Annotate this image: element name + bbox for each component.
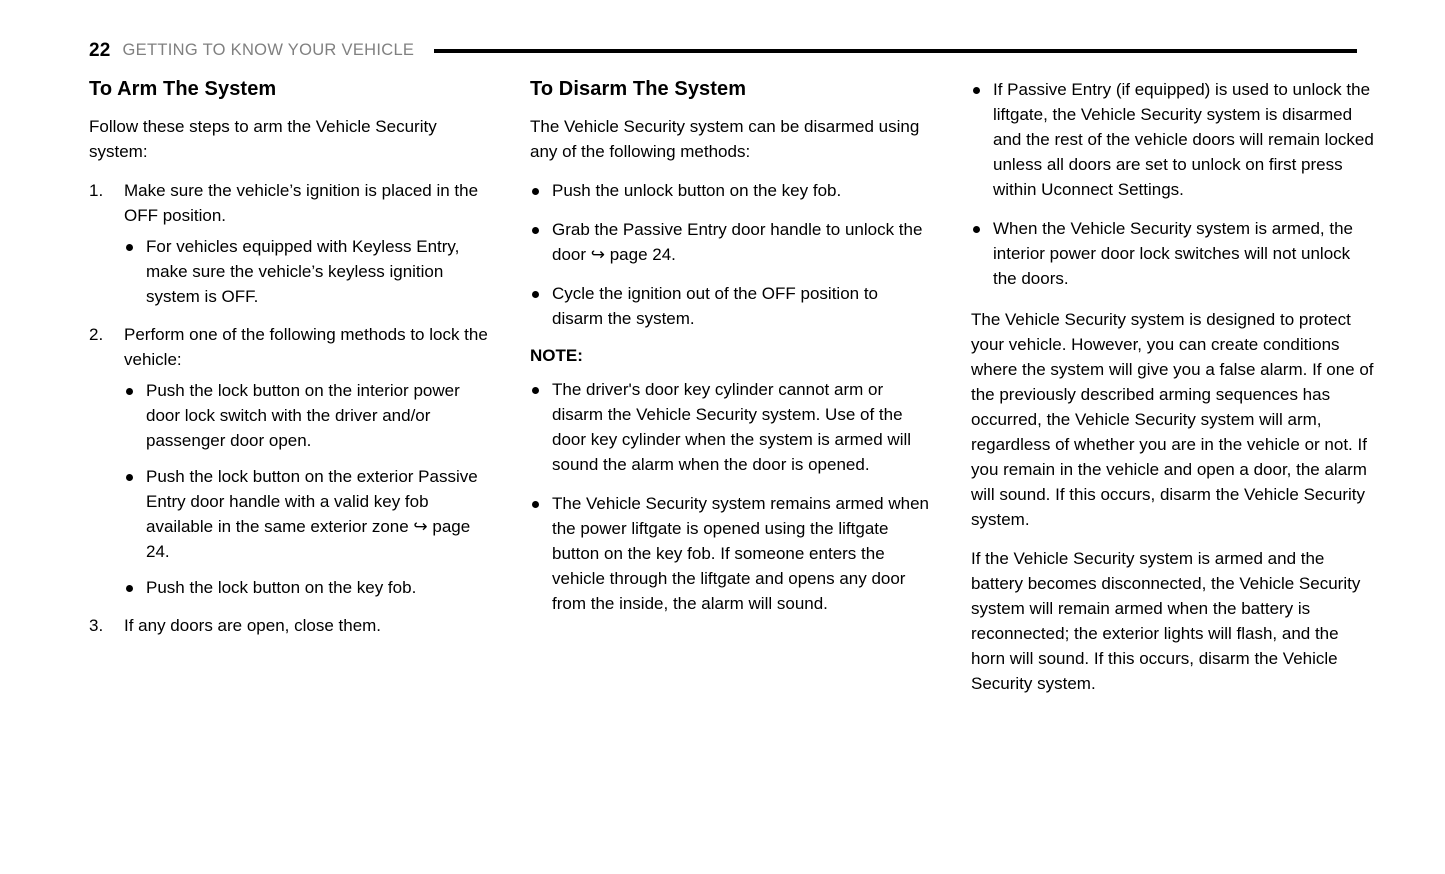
bullet-text: Cycle the ignition out of the OFF position to disarm the system. — [552, 283, 879, 328]
bullet-text: Push the lock button on the key fob. — [146, 577, 417, 597]
step-number: 3. — [89, 615, 104, 635]
bullet-icon — [973, 226, 980, 233]
bullet-text: If Passive Entry (if equipped) is used to unlock the liftgate, the Vehicle Security system is disarmed and the rest of the vehicle doors will remain locked unless all doors are set to unlock on first press within Uconnect Settings. — [993, 80, 1374, 199]
bullet-text: Push the unlock button on the key fob. — [552, 180, 842, 200]
page-header — [89, 36, 1357, 64]
note-label: NOTE: — [530, 345, 583, 365]
section-title-arm: To Arm The System — [89, 78, 277, 100]
bullet-text: For vehicles equipped with Keyless Entry, make sure the vehicle’s keyless ignition system is OFF. — [146, 236, 460, 306]
bullet-text: When the Vehicle Security system is armed, the interior power door lock switches will not unlock the doors. — [993, 218, 1353, 288]
continued-notes-list — [971, 78, 1376, 292]
sub-bullets — [124, 235, 488, 310]
bullet-icon — [532, 387, 539, 394]
step-number: 1. — [89, 180, 104, 200]
step-text: Make sure the vehicle’s ignition is placed in the OFF position. — [124, 180, 479, 225]
header-section-title: GETTING TO KNOW YOUR VEHICLE — [122, 40, 415, 59]
bullet-text: The Vehicle Security system remains armed when the power liftgate is opened using the liftgate button on the key fob. If someone enters the vehicle through the liftgate and opens any door from the inside, the alarm will sound. — [552, 493, 929, 613]
list-item — [124, 576, 488, 601]
arm-steps-list — [89, 179, 488, 639]
bullet-icon — [973, 87, 980, 94]
list-item — [124, 235, 488, 310]
page-columns — [89, 78, 1374, 711]
disarm-intro-paragraph: The Vehicle Security system can be disarmed using any of the following methods: — [530, 117, 920, 161]
step-text: Perform one of the following methods to lock the vehicle: — [124, 324, 488, 369]
list-item — [530, 282, 929, 332]
list-item — [971, 217, 1376, 292]
security-design-paragraph: The Vehicle Security system is designed to protect your vehicle. However, you can create conditions where the system will give you a false alarm. If one of the previously described arming sequences has occurred, the Vehicle Security system will arm, regardless of whether you are in the vehicle or not. If you remain in the vehicle and open a door, the alarm will sound. If this occurs, disarm the Vehicle Security system. — [971, 309, 1374, 529]
step-number: 2. — [89, 324, 104, 344]
list-item — [530, 378, 929, 478]
list-item — [124, 465, 488, 565]
bullet-icon — [126, 585, 133, 592]
bullet-text: Push the lock button on the interior power door lock switch with the driver and/or passenger door open. — [146, 380, 460, 450]
column-middle — [530, 78, 929, 711]
list-item — [971, 78, 1376, 203]
bullet-icon — [532, 501, 539, 508]
disarm-notes-list — [530, 378, 929, 617]
step-text: If any doors are open, close them. — [124, 615, 382, 635]
bullet-icon — [126, 244, 133, 251]
arm-intro-paragraph: Follow these steps to arm the Vehicle Security system: — [89, 117, 437, 161]
battery-disconnect-paragraph: If the Vehicle Security system is armed and the battery becomes disconnected, the Vehicle Security system will remain armed when the battery is reconnected; the exterior lights will flash, and the horn will sound. If this occurs, disarm the Vehicle Security system. — [971, 548, 1361, 693]
bullet-icon — [532, 227, 539, 234]
bullet-icon — [532, 291, 539, 298]
list-item — [530, 179, 929, 204]
bullet-icon — [126, 474, 133, 481]
section-title-disarm: To Disarm The System — [530, 78, 747, 100]
list-item — [89, 323, 488, 601]
list-item — [530, 492, 929, 617]
column-right — [971, 78, 1376, 711]
page-number: 22 — [89, 39, 111, 61]
bullet-icon — [532, 188, 539, 195]
header-rule — [434, 49, 1357, 53]
disarm-methods-list — [530, 179, 929, 332]
list-item — [530, 218, 929, 268]
list-item — [124, 379, 488, 454]
sub-bullets — [124, 379, 488, 601]
list-item — [89, 614, 488, 639]
bullet-icon — [126, 388, 133, 395]
list-item — [89, 179, 488, 310]
bullet-text: Grab the Passive Entry door handle to unlock the door ↪ page 24. — [552, 219, 923, 264]
bullet-text: The driver's door key cylinder cannot arm or disarm the Vehicle Security system. Use of the door key cylinder when the system is armed will sound the alarm when the door is opened. — [552, 379, 912, 474]
column-left — [89, 78, 488, 711]
bullet-text: Push the lock button on the exterior Passive Entry door handle with a valid key fob available in the same exterior zone ↪ page 24. — [146, 466, 478, 561]
